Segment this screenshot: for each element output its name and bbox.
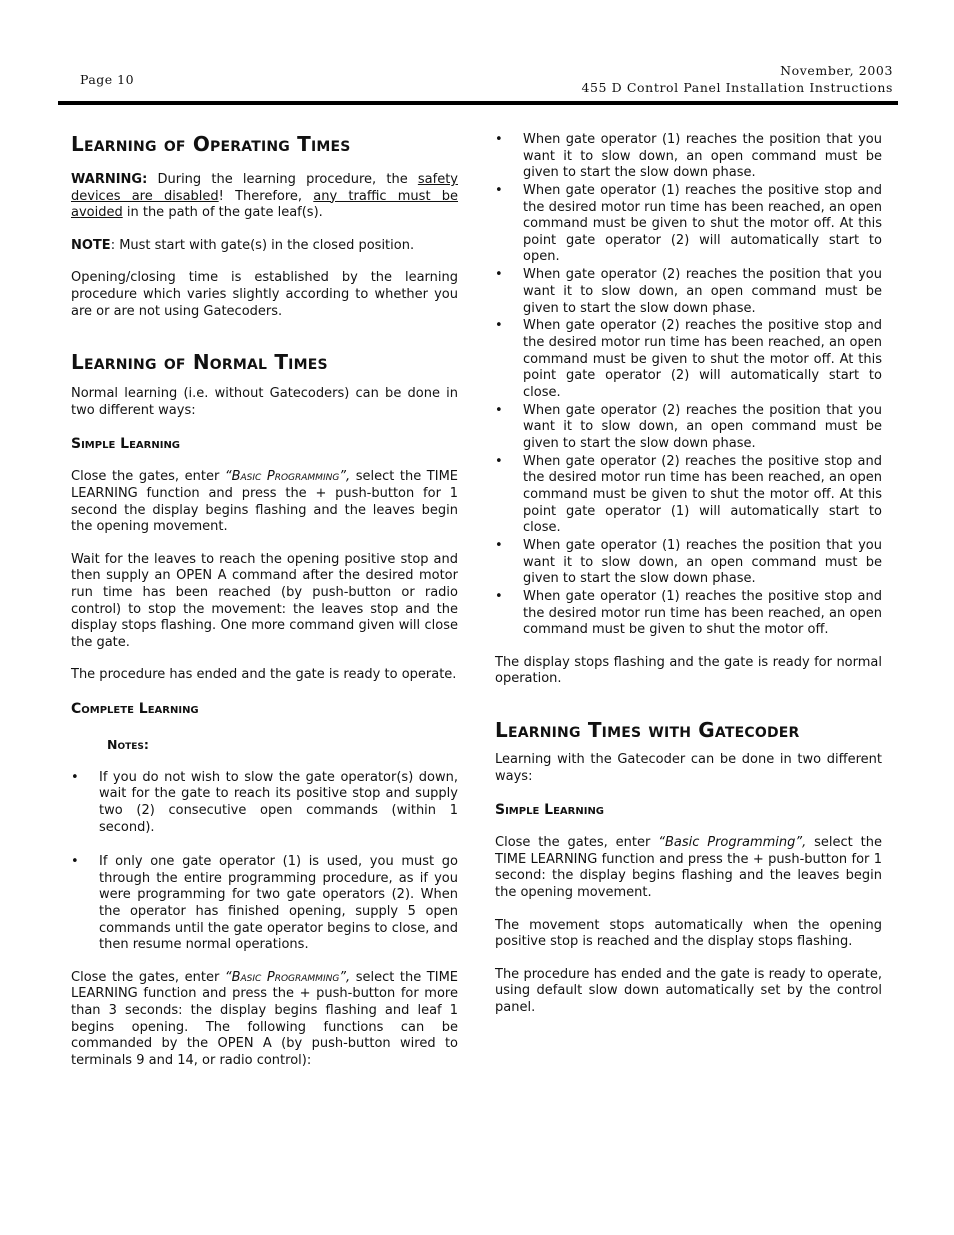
list-item — [71, 854, 458, 954]
step-text: When gate operator (2) reaches the position that you want it to slow down, an open command must be given to start the slow down phase. — [523, 402, 882, 451]
heading-simple-learning-gatecoder: Simple Learning — [495, 802, 605, 819]
gatecoder-intro: Learning with the Gatecoder can be done in two different ways: — [495, 752, 882, 784]
note-item-text: If you do not wish to slow the gate operator(s) down, wait for the gate to reach its positive stop and supply two (2) consecutive open commands (within 1 second). — [99, 769, 458, 835]
simple-p1-em: “Basic Programming”, — [224, 469, 351, 485]
normal-intro: Normal learning (i.e. without Gatecoders) can be done in two different ways: — [71, 386, 458, 418]
heading-complete-learning: Complete Learning — [71, 700, 199, 717]
simple-p1-b: select the TIME LEARNING function and press the + push-button for 1 second the display begins flashing and the leaves begin the opening movement. — [71, 469, 458, 535]
bullet-icon: • — [495, 183, 503, 199]
heading-simple-learning: Simple Learning — [71, 436, 181, 453]
header-date: November, 2003 — [780, 63, 893, 78]
complete-p-em: “Basic Programming”, — [224, 969, 351, 985]
complete-p-b: select the TIME LEARNING function and press the + push-button for more than 3 seconds: the display begins flashing and leaf 1 begins opening. The following functions can be commanded by the OPEN A (by push-button wired to terminals 9 and 14, or radio control): — [71, 969, 458, 1068]
note-text: : Must start with gate(s) in the closed position. — [110, 237, 415, 253]
gatecoder-simple-p1 — [495, 835, 882, 901]
header-doc-title: 455 D Control Panel Installation Instructions — [581, 80, 893, 95]
warning-text-3: in the path of the gate leaf(s). — [122, 205, 323, 221]
simple-learning-p1 — [71, 469, 458, 535]
display-stops-text: The display stops flashing and the gate is ready for normal operation. — [495, 654, 882, 687]
page-header-right — [581, 62, 893, 96]
notes-list — [71, 770, 458, 954]
bullet-icon: • — [495, 453, 503, 469]
gc-simple-p1-em: “Basic Programming”, — [658, 835, 807, 851]
gatecoder-simple-p2: The movement stops automatically when the opening positive stop is reached and the display stops flashing. — [495, 917, 882, 950]
list-item — [495, 132, 882, 182]
learning-steps-list — [495, 132, 882, 639]
step-text: When gate operator (1) reaches the position that you want it to slow down, an open command must be given to start the slow down phase. — [523, 132, 882, 181]
warning-text-2: ! Therefore, — [218, 188, 314, 204]
gatecoder-simple-p3: The procedure has ended and the gate is ready to operate, using default slow down automatically set by the control panel. — [495, 966, 882, 1016]
complete-learning-p — [71, 970, 458, 1070]
warning-text-1: During the learning procedure, the — [147, 172, 418, 187]
step-text: When gate operator (1) reaches the position that you want it to slow down, an open command must be given to start the slow down phase. — [523, 538, 882, 587]
heading-learning-normal-times: Learning of Normal Times — [71, 350, 328, 375]
notes-label: Notes: — [107, 736, 149, 752]
bullet-icon: • — [495, 402, 503, 418]
list-item — [495, 403, 882, 453]
header-rule — [58, 101, 898, 105]
list-item — [495, 454, 882, 537]
note-item-text: If only one gate operator (1) is used, you must go through the entire programming procedure, as if you were programming for two gate operators (2). When the operator has finished opening, supply 5 open commands until the gate operator begins to close, and then resume normal operations. — [99, 854, 458, 953]
operating-intro: Opening/closing time is established by the learning procedure which varies slightly according to whether you are or are not using Gatecoders. — [71, 270, 458, 319]
page-number: Page 10 — [80, 72, 135, 87]
left-column — [71, 131, 458, 1069]
note-paragraph — [71, 238, 458, 255]
heading-learning-operating-times: Learning of Operating Times — [71, 132, 351, 156]
warning-paragraph — [71, 172, 458, 222]
warning-label: WARNING: — [71, 172, 148, 187]
bullet-icon: • — [495, 267, 503, 283]
bullet-icon: • — [71, 769, 79, 785]
note-label: NOTE — [71, 237, 111, 253]
step-text: When gate operator (2) reaches the position that you want it to slow down, an open command must be given to start the slow down phase. — [523, 267, 882, 316]
simple-p1-a: Close the gates, enter — [71, 469, 225, 485]
bullet-icon: • — [71, 854, 79, 870]
complete-p-a: Close the gates, enter — [71, 969, 225, 985]
warning-underlined-2: any traffic must be avoided — [71, 188, 459, 221]
bullet-icon: • — [495, 538, 503, 554]
simple-learning-p3: The procedure has ended and the gate is ready to operate. — [71, 667, 457, 683]
right-column — [495, 132, 882, 1017]
list-item — [495, 538, 882, 588]
step-text: When gate operator (1) reaches the positive stop and the desired motor run time has been reached, an open command must be given to shut the motor off. At this point gate operator (2) will automatically start to open. — [523, 183, 882, 265]
list-item — [495, 318, 882, 401]
gc-simple-p1-a: Close the gates, enter — [495, 835, 659, 851]
list-item — [495, 267, 882, 317]
simple-learning-p2: Wait for the leaves to reach the opening positive stop and then supply an OPEN A command after the desired motor run time has been reached (by push-button or radio control) to stop the movement: the leaves stop and the display stops flashing. One more command given will close the gate. — [71, 551, 458, 650]
bullet-icon: • — [495, 132, 503, 147]
step-text: When gate operator (1) reaches the positive stop and the desired motor run time has been reached, an open command must be given to shut the motor off. — [523, 589, 882, 638]
step-text: When gate operator (2) reaches the positive stop and the desired motor run time has been reached, an open command must be given to shut the motor off. At this point gate operator (2) will automatically start to close. — [523, 318, 882, 400]
gc-simple-p1-b: select the TIME LEARNING function and press the + push-button for 1 second: the display begins flashing and the leaves begin the opening movement. — [495, 835, 882, 901]
step-text: When gate operator (2) reaches the positive stop and the desired motor run time has been reached, an open command must be given to shut the motor off. At this point gate operator (1) will automatically start to close. — [523, 453, 882, 536]
list-item — [495, 589, 882, 639]
bullet-icon: • — [495, 589, 503, 605]
bullet-icon: • — [495, 318, 503, 334]
warning-underlined-1: safety devices are disabled — [71, 172, 458, 204]
heading-learning-times-gatecoder: Learning Times with Gatecoder — [495, 718, 800, 743]
list-item — [495, 183, 882, 266]
list-item — [71, 770, 458, 836]
